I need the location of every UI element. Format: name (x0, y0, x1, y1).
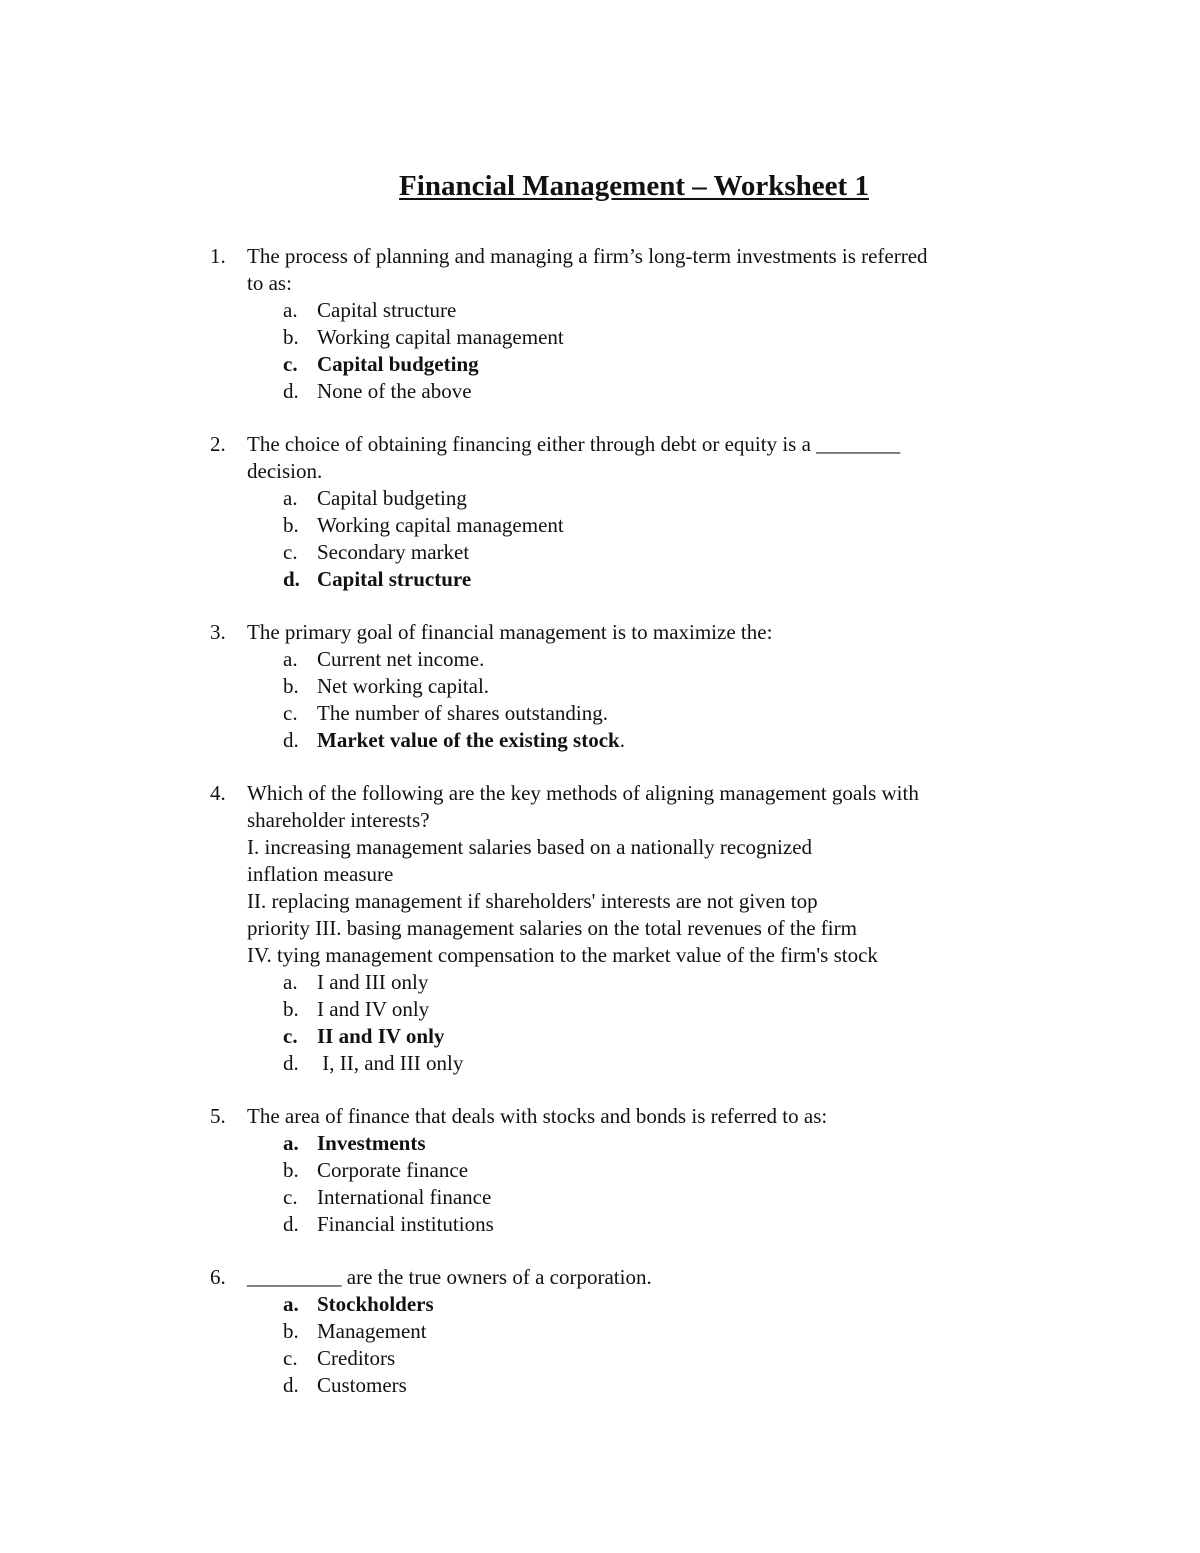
question-text: Which of the following are the key methods of aligning management goals with shareholder interests? I. increasing management salaries based on a nationally recognized inflation measure II. replacing management if shareholders' interests are not given top priority III. basing management salaries on the total revenues of the firm IV. tying management compensation to the market value of the firm's stock (247, 781, 919, 967)
question-1 (210, 243, 1050, 405)
option-text: I, II, and III only (317, 1051, 464, 1075)
option-d (210, 1372, 1050, 1399)
option-text: Capital structure (317, 298, 457, 322)
option-letter: a. (283, 1131, 299, 1155)
option-letter: b. (283, 325, 299, 349)
option-letter: d. (283, 1373, 299, 1397)
option-letter: d. (283, 728, 299, 752)
option-text: Current net income. (317, 647, 485, 671)
option-c-correct (210, 1023, 1050, 1050)
option-letter: a. (283, 970, 298, 994)
option-text: Creditors (317, 1346, 396, 1370)
option-letter: a. (283, 647, 298, 671)
option-list (210, 1291, 1050, 1399)
option-c (210, 539, 1050, 566)
question-number: 5. (210, 1104, 226, 1128)
option-letter: c. (283, 1346, 298, 1370)
option-text: I and IV only (317, 997, 430, 1021)
option-letter: c. (283, 540, 298, 564)
option-d-correct (210, 566, 1050, 593)
option-text-tail: . (619, 728, 625, 752)
option-letter: a. (283, 486, 298, 510)
option-a (210, 297, 1050, 324)
option-list (210, 646, 1050, 754)
option-d (210, 1050, 1050, 1077)
option-a (210, 485, 1050, 512)
option-text: Capital structure (317, 567, 472, 591)
question-list (210, 243, 1050, 1425)
option-text: I and III only (317, 970, 429, 994)
option-list (210, 297, 1050, 405)
option-list (210, 485, 1050, 593)
option-a (210, 969, 1050, 996)
page-title: Financial Management – Worksheet 1 (399, 170, 869, 202)
option-text: Capital budgeting (317, 486, 467, 510)
option-text: Market value of the existing stock (317, 728, 620, 752)
option-b (210, 1318, 1050, 1345)
option-text: Investments (317, 1131, 426, 1155)
option-letter: d. (283, 1212, 299, 1236)
question-number: 4. (210, 781, 226, 805)
option-letter: b. (283, 1319, 299, 1343)
question-2 (210, 431, 1050, 593)
option-text: Stockholders (317, 1292, 434, 1316)
option-letter: a. (283, 1292, 299, 1316)
option-letter: b. (283, 674, 299, 698)
option-text: II and IV only (317, 1024, 445, 1048)
option-text: Net working capital. (317, 674, 490, 698)
option-text: The number of shares outstanding. (317, 701, 609, 725)
option-text: None of the above (317, 379, 472, 403)
question-6 (210, 1264, 1050, 1399)
option-letter: d. (283, 379, 299, 403)
question-4 (210, 780, 1050, 1077)
option-list (210, 1130, 1050, 1238)
question-number: 1. (210, 244, 226, 268)
option-d-correct (210, 727, 1050, 754)
question-number: 3. (210, 620, 226, 644)
option-text: International finance (317, 1185, 492, 1209)
question-text: The primary goal of financial management is to maximize the: (247, 620, 773, 644)
question-number: 6. (210, 1265, 226, 1289)
option-b (210, 512, 1050, 539)
option-letter: d. (283, 567, 300, 591)
option-letter: c. (283, 352, 298, 376)
option-a (210, 646, 1050, 673)
option-b (210, 996, 1050, 1023)
option-d (210, 378, 1050, 405)
option-b (210, 1157, 1050, 1184)
option-b (210, 324, 1050, 351)
option-text: Secondary market (317, 540, 470, 564)
option-letter: c. (283, 1185, 298, 1209)
option-text: Management (317, 1319, 427, 1343)
option-b (210, 673, 1050, 700)
option-c-correct (210, 351, 1050, 378)
question-number: 2. (210, 432, 226, 456)
question-text: _________ are the true owners of a corporation. (247, 1265, 652, 1289)
option-c (210, 1345, 1050, 1372)
option-text: Financial institutions (317, 1212, 494, 1236)
question-5 (210, 1103, 1050, 1238)
option-letter: a. (283, 298, 298, 322)
option-letter: b. (283, 513, 299, 537)
option-letter: c. (283, 701, 298, 725)
option-a-correct (210, 1291, 1050, 1318)
option-text: Corporate finance (317, 1158, 469, 1182)
option-letter: c. (283, 1024, 298, 1048)
question-3 (210, 619, 1050, 754)
option-text: Working capital management (317, 513, 564, 537)
option-a-correct (210, 1130, 1050, 1157)
option-c (210, 700, 1050, 727)
option-text: Capital budgeting (317, 352, 479, 376)
option-letter: b. (283, 997, 299, 1021)
option-letter: b. (283, 1158, 299, 1182)
option-list (210, 969, 1050, 1077)
option-text: Customers (317, 1373, 407, 1397)
question-text: The choice of obtaining financing either through debt or equity is a ________ decision. (247, 432, 901, 483)
question-text: The area of finance that deals with stocks and bonds is referred to as: (247, 1104, 828, 1128)
option-d (210, 1211, 1050, 1238)
option-text: Working capital management (317, 325, 564, 349)
question-text: The process of planning and managing a firm’s long-term investments is referred to as: (247, 244, 928, 295)
option-letter: d. (283, 1051, 299, 1075)
option-c (210, 1184, 1050, 1211)
